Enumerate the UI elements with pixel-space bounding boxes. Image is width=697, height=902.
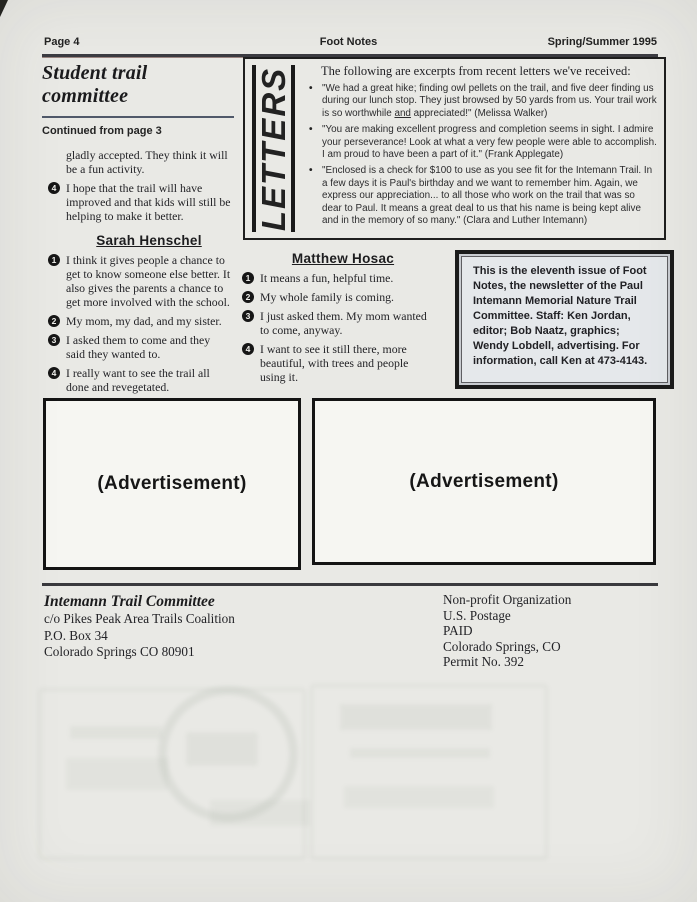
article-title: Student trail committee <box>42 62 148 107</box>
bleedthrough-artifact <box>350 748 490 758</box>
letters-content <box>309 61 657 231</box>
advertisement-box-right <box>312 398 656 565</box>
circled-number-icon: 4 <box>48 182 60 194</box>
masthead-info-box <box>455 250 674 389</box>
postage-line: Non-profit Organization <box>443 592 572 607</box>
quote-text: "We had a great hike; finding owl pellets on the trail, and five deer finding us during our lunch stop. They just browsed by 50 yards from us. Your trail work is so worthwhile <box>322 83 657 119</box>
circled-number-icon: 2 <box>48 315 60 327</box>
postage-line: Colorado Springs, CO <box>443 638 561 654</box>
quote-text: "You are making excellent progress and completion seems in sight. I admire your perseverance! Look at what a very few people were able to accomplish. I am proud to have been a part of it." (Frank Applegate) <box>322 124 657 161</box>
bleedthrough-artifact <box>38 688 306 860</box>
student-trail-committee-article <box>42 62 234 394</box>
article-title-rule <box>42 116 234 118</box>
address-line: P.O. Box 34 <box>44 627 108 643</box>
scan-corner-artifact <box>0 0 8 17</box>
numbered-answer: 4 I hope that the trail will have improved and that kids will still be helping to make it better. <box>48 181 234 223</box>
return-address-block <box>44 593 235 661</box>
issue-date: Spring/Summer 1995 <box>547 36 657 48</box>
student-name-matthew: Matthew Hosac <box>291 251 395 266</box>
quote-underlined-word: and <box>394 107 411 119</box>
numbered-answer: 1 It means a fun, helpful time. <box>242 271 444 285</box>
numbered-answer: 1 I think it gives people a chance to get to know someone else better. It also gives the parents a chance to get more involved with the school. <box>48 253 234 309</box>
letters-intro: The following are excerpts from recent letters we've received: <box>321 64 631 78</box>
numbered-answer: 4 I really want to see the trail all done and revegetated. <box>48 366 234 394</box>
bullet-icon: • <box>309 165 313 177</box>
address-line: Colorado Springs CO 80901 <box>44 644 195 659</box>
bleedthrough-artifact <box>158 686 298 822</box>
circled-number-icon: 2 <box>242 291 254 303</box>
bleedthrough-artifact <box>340 704 492 730</box>
page-number: Page 4 <box>44 36 80 48</box>
bleedthrough-artifact <box>210 800 310 826</box>
postage-line: Permit No. 392 <box>443 654 524 669</box>
circled-number-icon: 3 <box>48 334 60 346</box>
postage-line: U.S. Postage <box>443 607 511 623</box>
bullet-icon: • <box>309 124 313 136</box>
address-line: c/o Pikes Peak Area Trails Coalition <box>44 611 235 626</box>
quote-text: "Enclosed is a check for $100 to use as you see fit for the Intemann Trail. In a few days it is Paul's birthday and we want to remember him. Again, we express our appreciation... to all those who work on the trail that was so dear to Paul. It means a great deal to us that his name is being kept alive and in the memory of so many." (Clara and Luther Intemann) <box>322 165 653 227</box>
quote-attribution: appreciated!" (Melissa Walker) <box>410 107 548 119</box>
circled-number-icon: 4 <box>242 343 254 355</box>
letter-excerpt <box>309 83 657 120</box>
letters-vertical-label: LETTERS <box>255 66 292 231</box>
postage-indicia-block <box>443 592 571 670</box>
circled-number-icon: 3 <box>242 310 254 322</box>
circled-number-icon: 1 <box>242 272 254 284</box>
advertisement-label: (Advertisement) <box>97 473 247 494</box>
bleedthrough-artifact <box>186 732 258 766</box>
bullet-icon: • <box>309 83 313 94</box>
student-name-sarah: Sarah Henschel <box>96 233 202 248</box>
circled-number-icon: 4 <box>48 367 60 379</box>
continued-from-note: Continued from page 3 <box>42 125 162 137</box>
advertisement-label: (Advertisement) <box>409 470 559 492</box>
bleedthrough-artifact <box>310 684 548 860</box>
letters-box <box>243 57 666 240</box>
letter-excerpt <box>309 124 657 161</box>
numbered-answer: 3 I asked them to come and they said they wanted to. <box>48 333 234 361</box>
masthead-text: This is the eleventh issue of Foot Notes, the newsletter of the Paul Intemann Memorial Nature Trail Committee. Staff: Ken Jordan, editor; Bob Naatz, graphics; Wendy Lobdell, advertising. For information, call Ken at 473-4143. <box>473 265 648 367</box>
bleedthrough-artifact <box>66 758 168 790</box>
numbered-answer: 2 My mom, my dad, and my sister. <box>48 314 234 328</box>
footer-rule <box>42 583 658 586</box>
organization-name: Intemann Trail Committee <box>44 593 215 610</box>
newsletter-title: Foot Notes <box>319 36 378 48</box>
bleedthrough-artifact <box>344 786 494 808</box>
numbered-answer: 2 My whole family is coming. <box>242 290 444 304</box>
postage-line: PAID <box>443 623 473 638</box>
letters-sidebar <box>245 59 303 238</box>
article-paragraph: gladly accepted. They think it will be a fun activity. <box>66 148 228 176</box>
letter-excerpt <box>309 165 657 227</box>
matthew-hosac-section <box>242 251 444 384</box>
numbered-answer: 4 I want to see it still there, more beautiful, with trees and people using it. <box>242 342 444 384</box>
masthead-info-inner <box>461 256 668 383</box>
bleedthrough-artifact <box>70 726 162 739</box>
advertisement-box-left <box>43 398 301 570</box>
numbered-answer: 3 I just asked them. My mom wanted to come, anyway. <box>242 309 444 337</box>
circled-number-icon: 1 <box>48 254 60 266</box>
